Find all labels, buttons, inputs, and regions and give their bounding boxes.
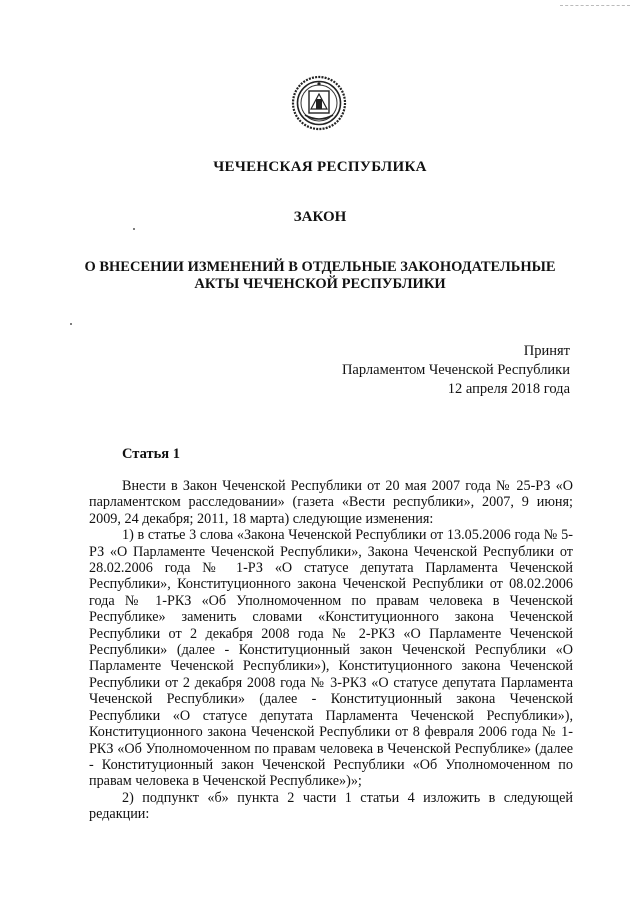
article-heading: Статья 1 bbox=[122, 446, 180, 462]
paragraph-item-1: 1) в статье 3 слова «Закона Чеченской Республики от 13.05.2006 года № 5-РЗ «О Парламенте Чеченской Республики», Закона Чеченской Республики от 28.02.2006 года № 1-РЗ «О статусе депутата Парламента Чеченской Республики», Конституционного закона Чеченской Республики от 08.02.2006 года № 1-РКЗ «Об Уполномоченном по правам человека в Чеченской Республике» заменить словами «Конституционного закона Чеченской Республики от 2 декабря 2008 года № 2-РКЗ «О Парламенте Чеченской Республики» (далее - Конституционный закон Чеченской Республики «О Парламенте Чеченской Республики»), Конституционного закона Чеченской Республики от 2 декабря 2008 года № 3-РКЗ «О статусе депутата Парламента Чеченской Республики» (далее - Конституционный закона Чеченской Республики «О статусе депутата Парламента Чеченской Республики»), Конституционного закона Чеченской Республики от 8 февраля 2006 года № 1-РКЗ «Об Уполномоченном по правам человека в Чеченской Республике» (далее - Конституционный закон Чеченской Республики «Об Уполномоченном по правам человека в Чеченской Республике»)»; bbox=[89, 527, 573, 790]
adoption-block bbox=[342, 342, 570, 399]
state-name: ЧЕЧЕНСКАЯ РЕСПУБЛИКА bbox=[213, 159, 427, 175]
adoption-line-1: Принят bbox=[523, 343, 570, 359]
article-body bbox=[89, 478, 573, 823]
law-title-line-1: О ВНЕСЕНИИ ИЗМЕНЕНИЙ В ОТДЕЛЬНЫЕ ЗАКОНОДАТЕЛЬНЫЕ bbox=[84, 259, 556, 275]
paragraph-item-2: 2) подпункт «б» пункта 2 части 1 статьи 4 изложить в следующей редакции: bbox=[89, 789, 573, 823]
adoption-line-2: Парламентом Чеченской Республики bbox=[341, 362, 570, 378]
scan-edge-mark bbox=[560, 0, 630, 6]
adoption-date: 12 апреля 2018 года bbox=[447, 381, 570, 397]
paragraph-intro: Внести в Закон Чеченской Республики от 20 мая 2007 года № 25-РЗ «О парламентском расследовании» (газета «Вести республики», 2007, 9 июня; 2009, 24 декабря; 2011, 18 марта) следующие изменения: bbox=[89, 478, 573, 527]
law-title bbox=[0, 259, 640, 293]
scan-speck bbox=[133, 228, 135, 230]
document-type: ЗАКОН bbox=[293, 209, 347, 225]
scan-speck bbox=[70, 323, 72, 325]
coat-of-arms-emblem bbox=[291, 75, 347, 131]
law-title-line-2: АКТЫ ЧЕЧЕНСКОЙ РЕСПУБЛИКИ bbox=[194, 276, 446, 292]
